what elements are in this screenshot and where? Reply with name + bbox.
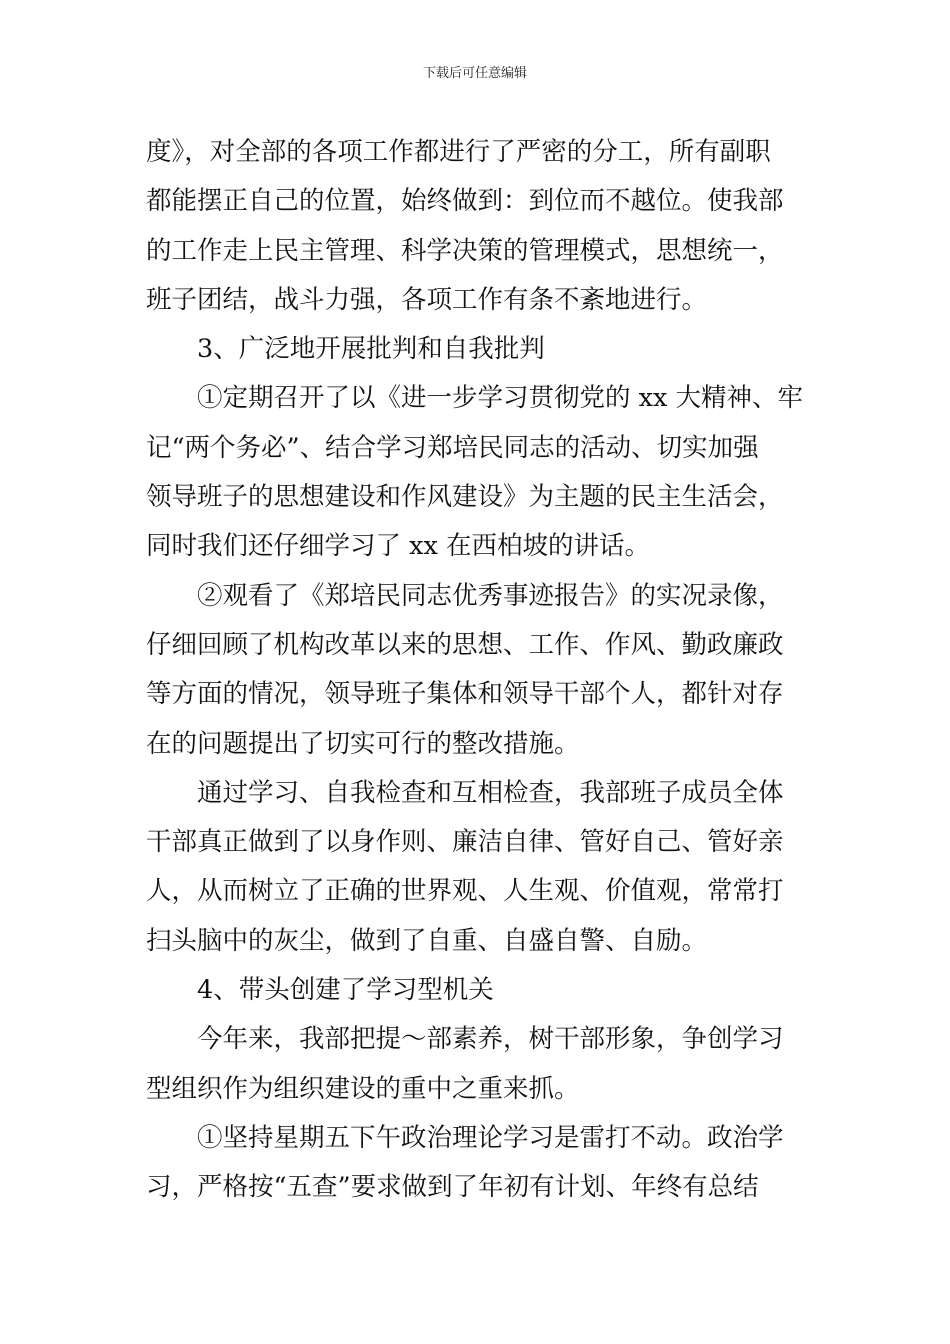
text-line: 人，从而树立了正确的世界观、人生观、价值观，常常打 [146, 876, 784, 907]
text-line: 干部真正做到了以身作则、廉洁自律、管好自己、管好亲 [146, 827, 784, 858]
text-line: 领导班子的思想建设和作风建设》为主题的民主生活会， [146, 482, 784, 513]
text-line: 班子团结，战斗力强，各项工作有条不紊地进行。 [146, 284, 708, 315]
page-header: 下载后可任意编辑 [422, 66, 527, 81]
text-line: 度》，对全部的各项工作都进行了严密的分工，所有副职 [146, 137, 771, 167]
text-line: 在的问题提出了切实可行的整改措施。 [146, 728, 580, 759]
text-line: 习，严格按“五查”要求做到了年初有计划、年终有总结 [146, 1172, 759, 1203]
text-line: 记“两个务必”、结合学习郑培民同志的活动、切实加强 [146, 432, 759, 463]
text-line: 3、广泛地开展批判和自我批判 [197, 334, 545, 365]
text-line: 扫头脑中的灰尘，做到了自重、自盛自警、自励。 [146, 925, 708, 956]
text-line: 同时我们还仔细学习了 xx 在西柏坡的讲话。 [146, 531, 650, 562]
text-line: 型组织作为组织建设的重中之重来抓。 [146, 1073, 580, 1104]
text-line: ①定期召开了以《进一步学习贯彻党的 xx 大精神、牢 [197, 383, 803, 414]
text-line: 都能摆正自己的位置，始终做到：到位而不越位。使我部 [146, 186, 784, 217]
text-line: 等方面的情况，领导班子集体和领导干部个人，都针对存 [146, 679, 784, 710]
text-line: ①坚持星期五下午政治理论学习是雷打不动。政治学 [197, 1122, 784, 1153]
text-line: ②观看了《郑培民同志优秀事迹报告》的实况录像， [197, 580, 784, 611]
document-body [146, 128, 806, 1213]
text-line: 今年来，我部把提～部素养，树干部形象，争创学习 [197, 1024, 784, 1055]
text-line: 4、带头创建了学习型机关 [197, 975, 494, 1006]
text-line: 的工作走上民主管理、科学决策的管理模式，思想统一， [146, 235, 784, 266]
text-line: 仔细回顾了机构改革以来的思想、工作、作风、勤政廉政 [146, 629, 784, 660]
text-line: 通过学习、自我检查和互相检查，我部班子成员全体 [197, 777, 784, 808]
